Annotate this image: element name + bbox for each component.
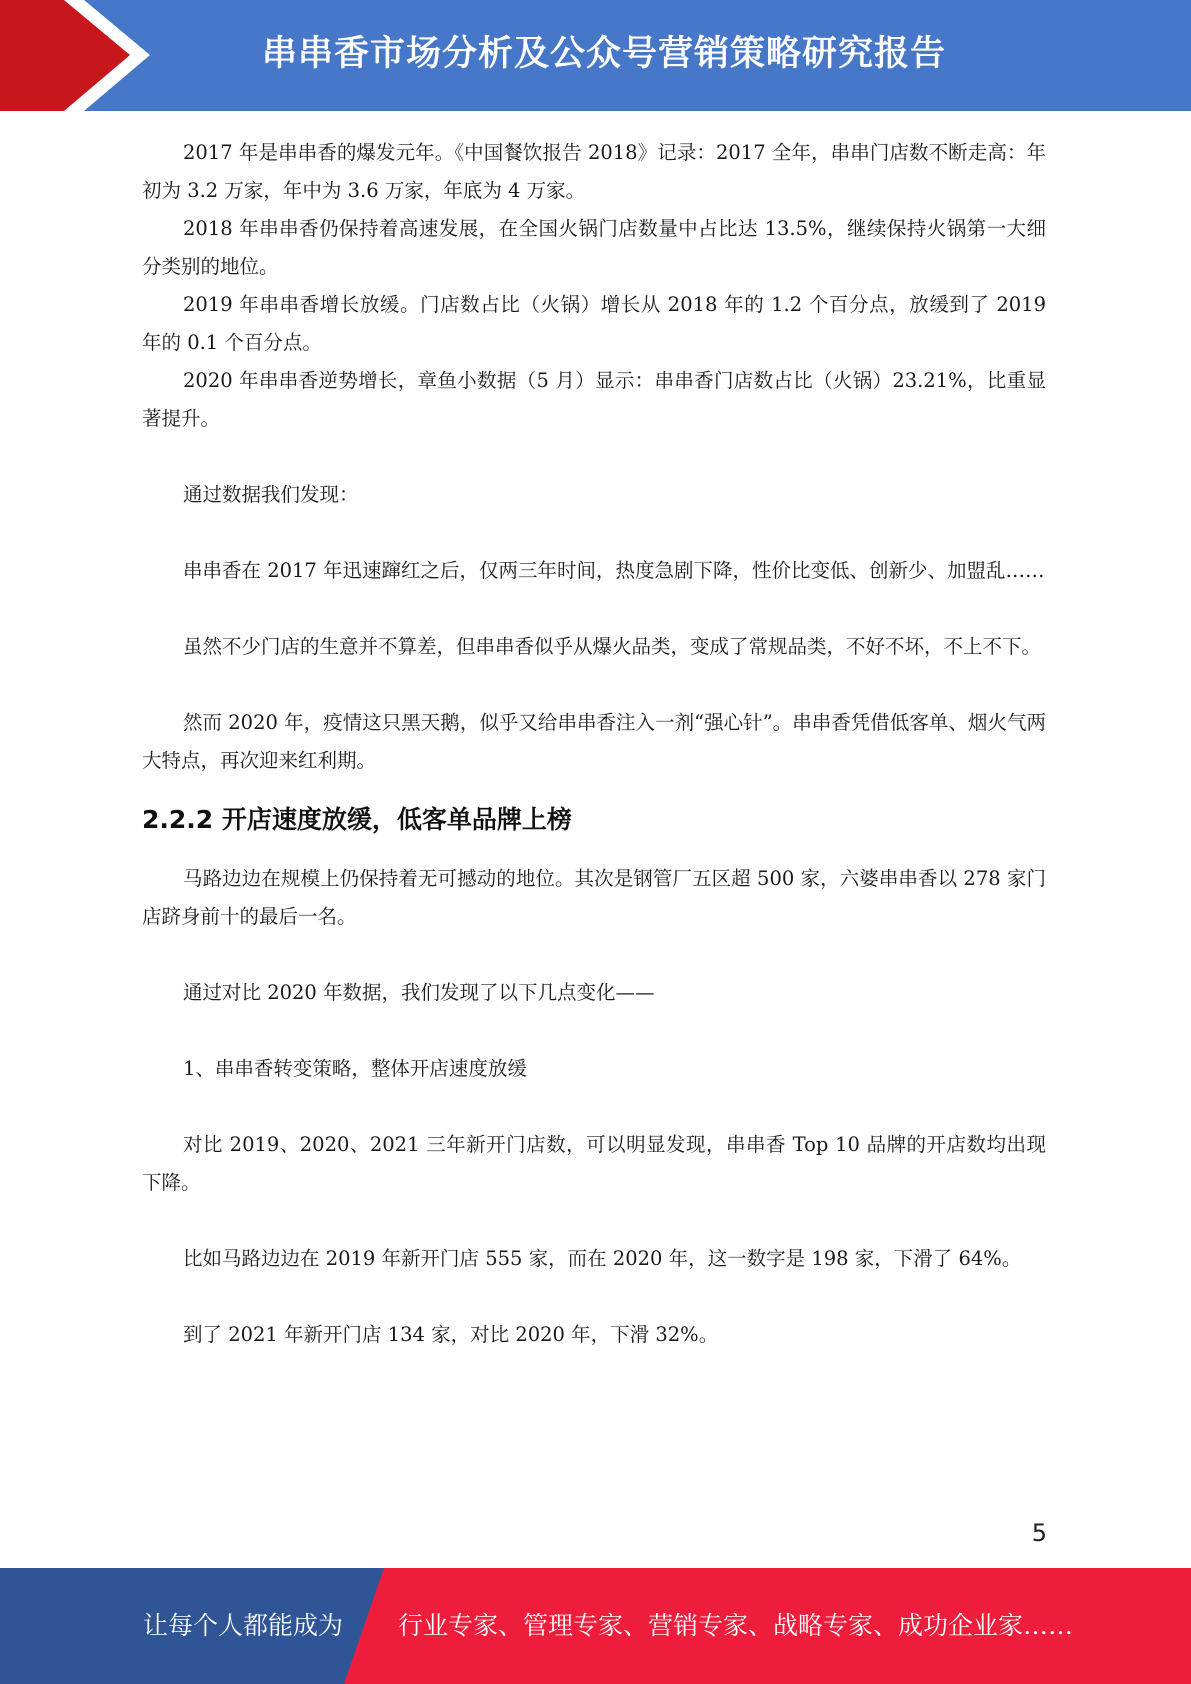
footer-banner [0,1568,1191,1684]
paragraph-scale: 马路边边在规模上仍保持着无可撼动的地位。其次是钢管厂五区超 500 家，六婆串串香以 278 家门店跻身前十的最后一名。 [142,867,1046,928]
paragraph-changes-intro: 通过对比 2020 年数据，我们发现了以下几点变化—— [183,981,655,1004]
paragraph-2019: 2019 年串串香增长放缓。门店数占比（火锅）增长从 2018 年的 1.2 个百分点，放缓到了 2019 年的 0.1 个百分点。 [142,293,1046,354]
footer-slogan-right: 行业专家、管理专家、营销专家、战略专家、成功企业家…… [398,1611,1074,1640]
paragraph-point-1: 1、串串香转变策略，整体开店速度放缓 [183,1057,527,1080]
paragraph-decline: 串串香在 2017 年迅速蹿红之后，仅两三年时间，热度急剧下降，性价比变低、创新少、加盟乱…… [183,559,1045,582]
paragraph-findings-intro: 通过数据我们发现： [183,483,359,506]
page-number: 5 [1031,1519,1047,1547]
paragraph-comparison: 对比 2019、2020、2021 三年新开门店数，可以明显发现，串串香 Top 10 品牌的开店数均出现下降。 [142,1133,1046,1194]
footer-slogan-left: 让每个人都能成为 [143,1611,344,1640]
report-title: 串串香市场分析及公众号营销策略研究报告 [262,34,947,74]
header-banner [0,0,1191,111]
paragraph-2020: 2020 年串串香逆势增长，章鱼小数据（5 月）显示：串串香门店数占比（火锅）23.21%，比重显著提升。 [142,369,1046,430]
paragraph-pandemic: 然而 2020 年，疫情这只黑天鹅，似乎又给串串香注入一剂“强心针”。串串香凭借低客单、烟火气两大特点，再次迎来红利期。 [142,711,1046,772]
section-heading: 2.2.2 开店速度放缓，低客单品牌上榜 [142,805,572,834]
paragraph-regular-category: 虽然不少门店的生意并不算差，但串串香似乎从爆火品类，变成了常规品类，不好不坏，不上不下。 [183,635,1042,658]
paragraph-2018: 2018 年串串香仍保持着高速发展，在全国火锅门店数量中占比达 13.5%，继续保持火锅第一大细分类别的地位。 [142,217,1046,278]
document-body [142,134,1046,1354]
paragraph-example-2021: 到了 2021 年新开门店 134 家，对比 2020 年，下滑 32%。 [183,1323,719,1346]
paragraph-2017: 2017 年是串串香的爆发元年。《中国餐饮报告 2018》记录：2017 全年，串串门店数不断走高：年初为 3.2 万家，年中为 3.6 万家，年底为 4 万家。 [142,141,1046,202]
paragraph-example-2020: 比如马路边边在 2019 年新开门店 555 家，而在 2020 年，这一数字是 198 家，下滑了 64%。 [183,1247,1022,1270]
